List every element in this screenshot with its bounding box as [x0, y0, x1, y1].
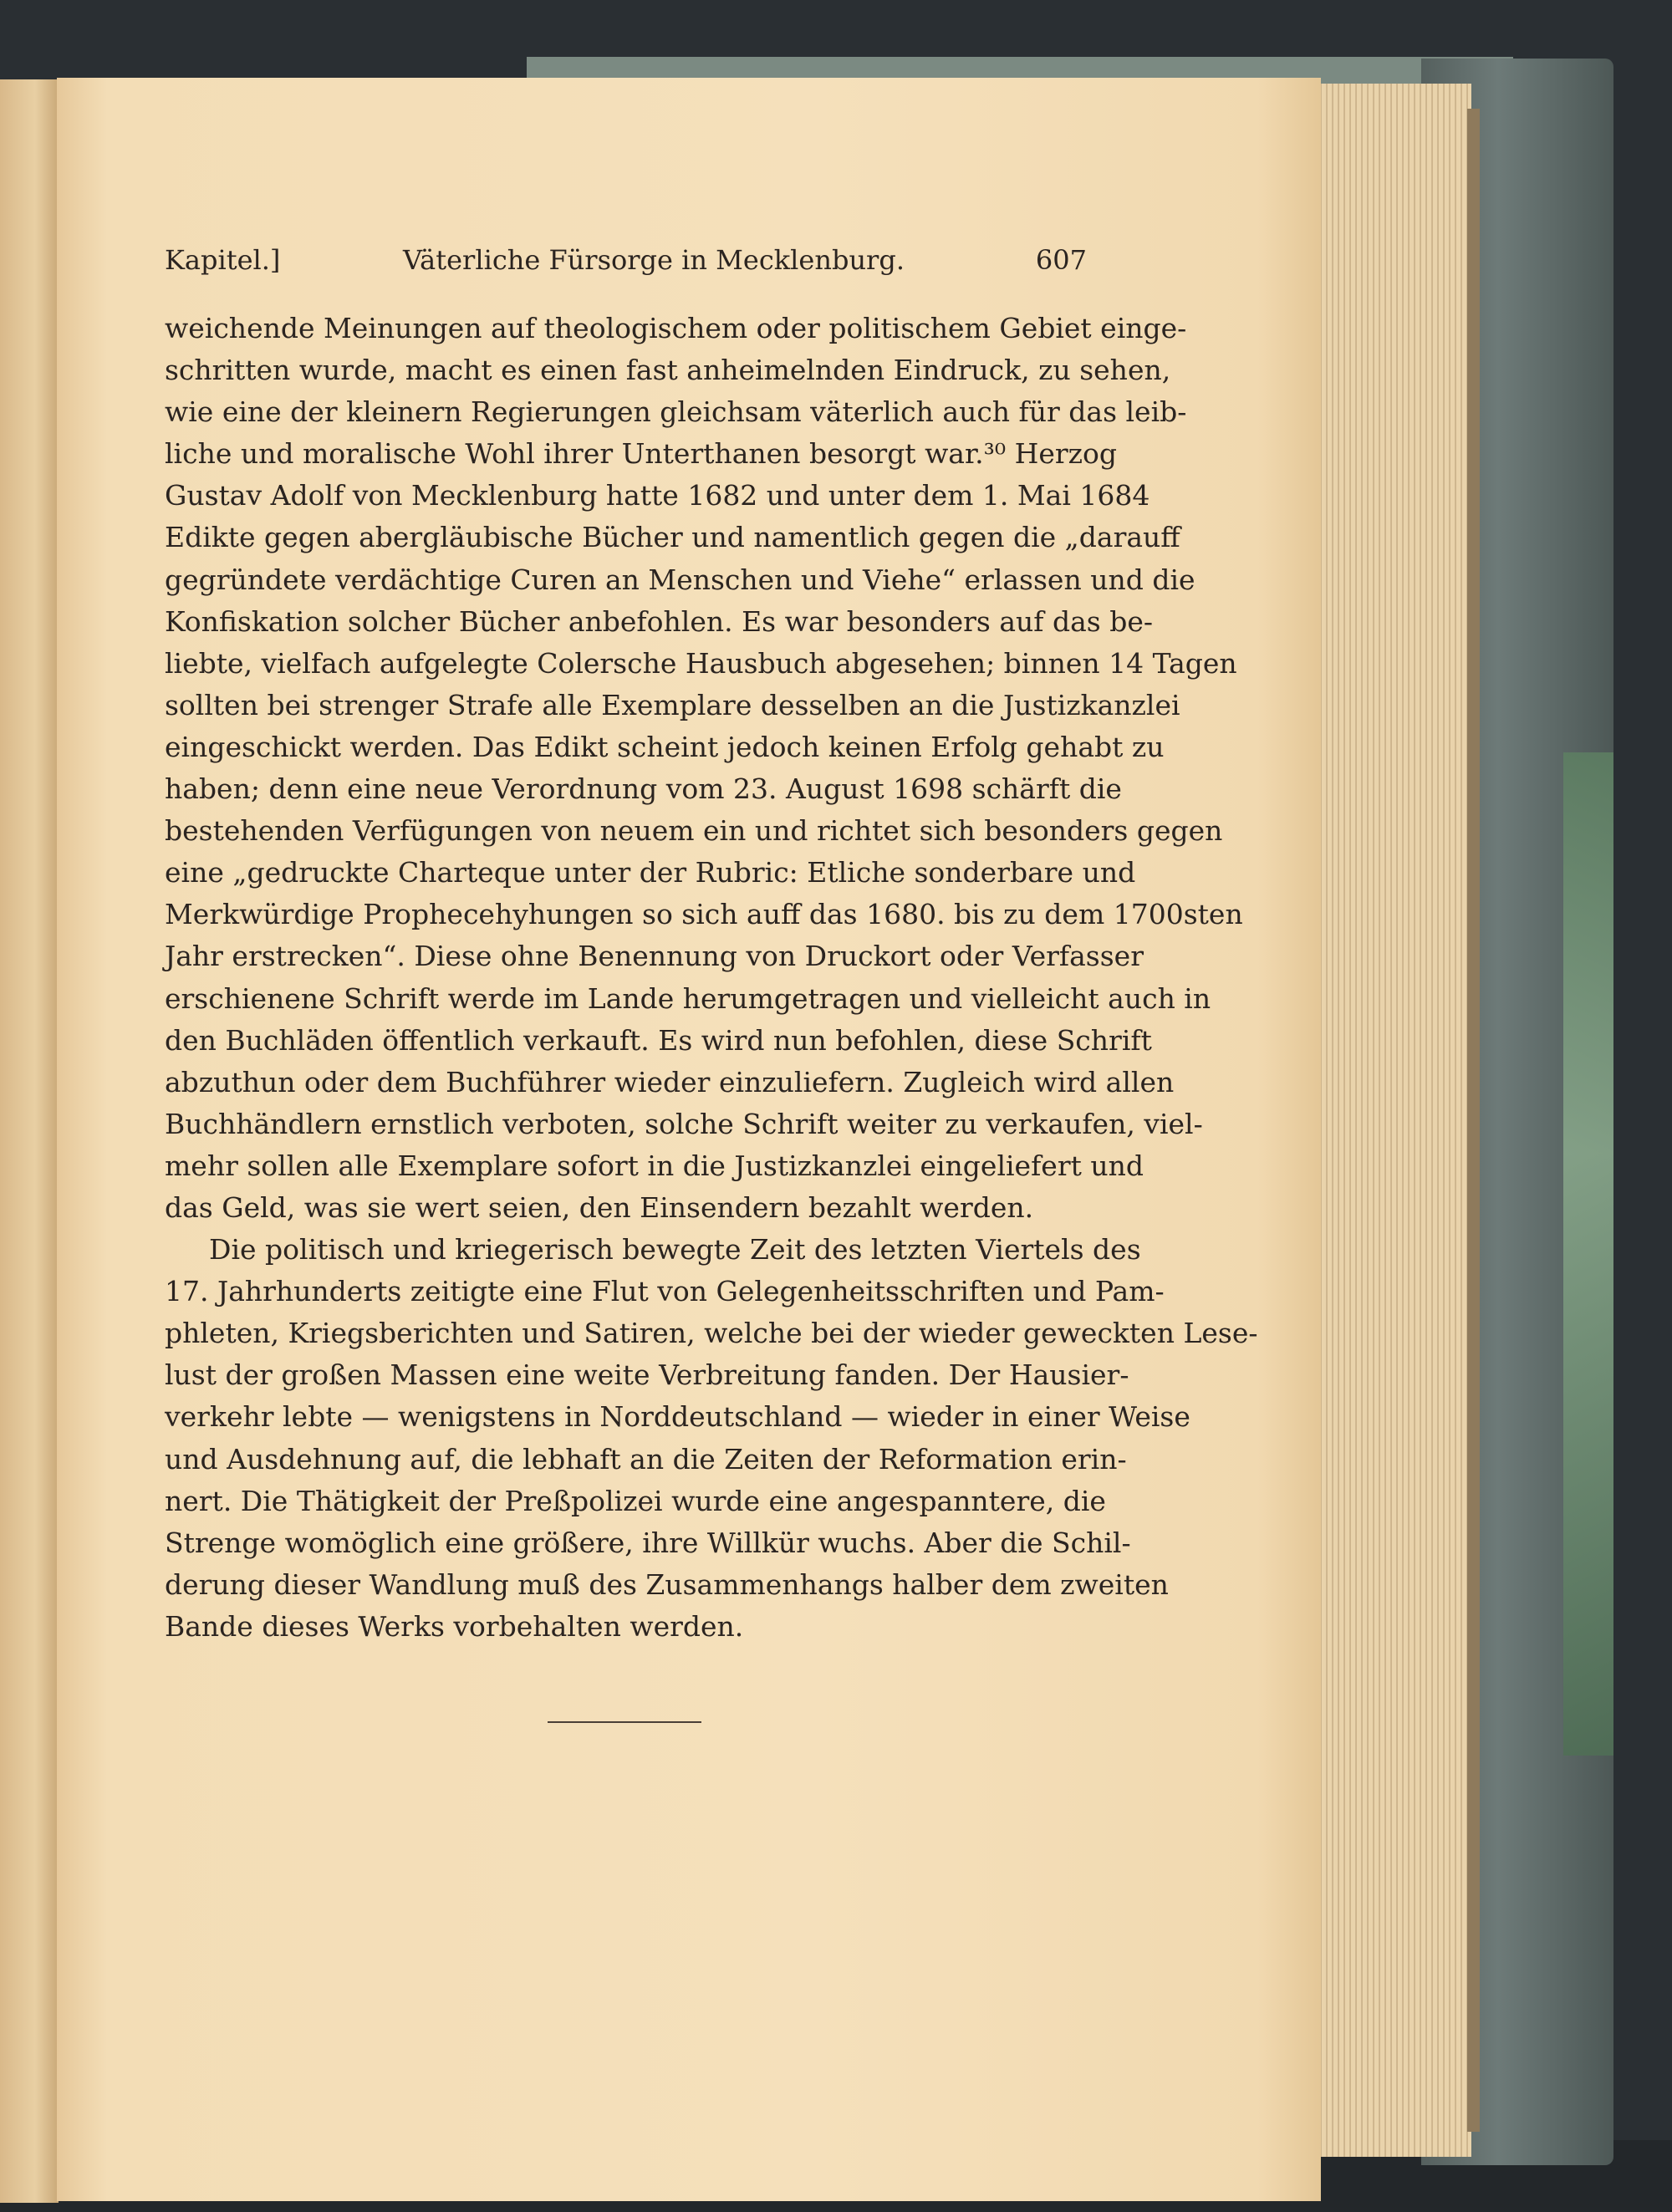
text-line: Bande dieses Werks vorbehalten werden. — [165, 1609, 744, 1643]
page-number: 607 — [1035, 244, 1087, 276]
text-line: Edikte gegen abergläubische Bücher und namentlich gegen die „darauff — [165, 521, 1180, 554]
text-line: sollten bei strenger Strafe alle Exemplare desselben an die Justizkanzlei — [165, 688, 1180, 721]
page-heading: Väterliche Fürsorge in Mecklenburg. — [403, 244, 905, 276]
text-line: nert. Die Thätigkeit der Preßpolizei wurde eine angespanntere, die — [165, 1484, 1106, 1517]
text-line: Die politisch und kriegerisch bewegte Zeit des letzten Viertels des — [209, 1233, 1141, 1267]
text-line: liche und moralische Wohl ihrer Unterthanen besorgt war.³⁰ Herzog — [165, 437, 1118, 471]
text-line: eingeschickt werden. Das Edikt scheint jedoch keinen Erfolg gehabt zu — [165, 730, 1165, 763]
page-edges — [1304, 84, 1471, 2157]
running-head — [165, 244, 1087, 281]
body-text — [165, 308, 1258, 1648]
text-line: Konfiskation solcher Bücher anbefohlen. Es war besonders auf das be- — [165, 604, 1154, 638]
text-line: wie eine der kleinern Regierungen gleichsam väterlich auch für das leib- — [165, 395, 1187, 429]
text-line: lust der großen Massen eine weite Verbreitung fanden. Der Hausier- — [165, 1358, 1129, 1392]
text-line: Jahr erstrecken“. Diese ohne Benennung von Druckort oder Verfasser — [165, 940, 1144, 973]
page-edges-shadow — [1467, 109, 1480, 2132]
text-line: den Buchläden öffentlich verkauft. Es wird nun befohlen, diese Schrift — [165, 1023, 1152, 1057]
text-line: mehr sollen alle Exemplare sofort in die Justizkanzlei eingeliefert und — [165, 1149, 1144, 1182]
text-line: bestehenden Verfügungen von neuem ein und richtet sich besonders gegen — [165, 814, 1223, 848]
text-line: Strenge womöglich eine größere, ihre Willkür wuchs. Aber die Schil- — [165, 1526, 1131, 1559]
text-line: derung dieser Wandlung muß des Zusammenhangs halber dem zweiten — [165, 1567, 1169, 1601]
marbled-cover-edge — [1563, 752, 1613, 1756]
end-rule — [548, 1721, 701, 1723]
text-line: 17. Jahrhunderts zeitigte eine Flut von Gelegenheitsschriften und Pam- — [165, 1275, 1165, 1308]
text-line: Merkwürdige Prophecehyhungen so sich auff das 1680. bis zu dem 1700sten — [165, 898, 1243, 931]
text-line: phleten, Kriegsberichten und Satiren, welche bei der wieder geweckten Lese- — [165, 1317, 1258, 1350]
text-line: eine „gedruckte Charteque unter der Rubric: Etliche sonderbare und — [165, 856, 1136, 889]
text-line: weichende Meinungen auf theologischem oder politischem Gebiet einge- — [165, 312, 1187, 344]
text-line: liebte, vielfach aufgelegte Colersche Hausbuch abgesehen; binnen 14 Tagen — [165, 646, 1237, 680]
text-line: und Ausdehnung auf, die lebhaft an die Zeiten der Reformation erin- — [165, 1442, 1127, 1476]
text-line: das Geld, was sie wert seien, den Einsendern bezahlt werden. — [165, 1190, 1034, 1224]
text-line: schritten wurde, macht es einen fast anheimelnden Eindruck, zu sehen, — [165, 354, 1171, 387]
text-line: gegründete verdächtige Curen an Menschen und Viehe“ erlassen und die — [165, 563, 1195, 596]
chapter-label: Kapitel.] — [165, 244, 281, 276]
text-line: haben; denn eine neue Verordnung vom 23. August 1698 schärft die — [165, 772, 1122, 806]
text-line: verkehr lebte — wenigstens in Norddeutschland — wieder in einer Weise — [165, 1400, 1190, 1434]
text-line: Buchhändlern ernstlich verboten, solche Schrift weiter zu verkaufen, viel- — [165, 1107, 1203, 1140]
text-line: Gustav Adolf von Mecklenburg hatte 1682 und unter dem 1. Mai 1684 — [165, 479, 1150, 512]
text-line: erschienene Schrift werde im Lande herumgetragen und vielleicht auch in — [165, 981, 1211, 1015]
left-page-edge — [0, 79, 59, 2203]
text-line: abzuthun oder dem Buchführer wieder einzuliefern. Zugleich wird allen — [165, 1065, 1175, 1098]
